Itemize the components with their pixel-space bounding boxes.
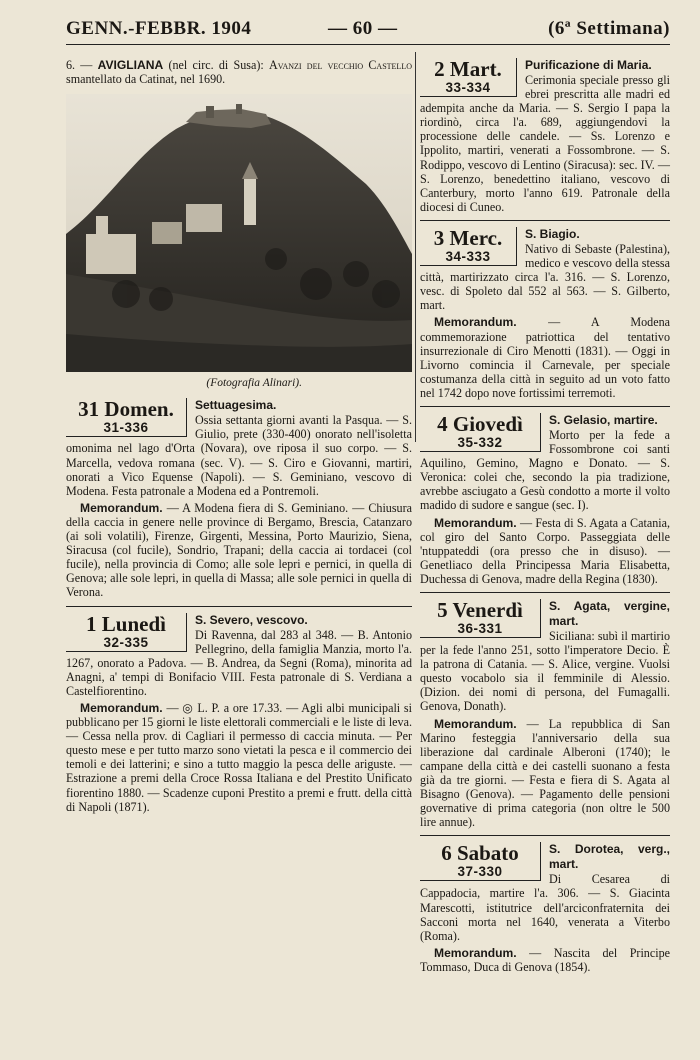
figure-title-rest: (nel circ. di Susa): <box>168 58 264 72</box>
day-entry-6 <box>420 835 670 974</box>
figure-title: AVIGLIANA <box>97 58 164 72</box>
castle-photo-illustration <box>66 94 412 372</box>
day-entry-1 <box>66 606 412 814</box>
day-title: S. Biagio. <box>525 226 580 241</box>
day-numbers: 32-335 <box>103 634 149 650</box>
page-header <box>66 16 670 45</box>
memorandum-text: — A Modena commemorazione patriottica del tentativo insurrezionale di Ciro Menotti (1831). — Oggi in Livorno comincia il Carnevale, per speciale costumanza della città in seguito ad un voto fatto nel 1742 dopo nove fortissimi terremoti. <box>420 315 670 400</box>
figure-description: smantellato da Catinat, nel 1690. <box>66 72 226 87</box>
date-box <box>66 398 187 437</box>
memorandum-label: Memorandum. <box>434 315 517 330</box>
memorandum <box>66 701 412 814</box>
day-numbers: 36-331 <box>457 621 503 636</box>
day-entry-31 <box>66 398 412 599</box>
memorandum <box>420 946 670 974</box>
day-label: 31 Domen. <box>78 397 174 422</box>
day-text: Nativo di Sebaste (Palestina), medico e vescovo della stessa città, martirizzato circa l'a. 316. — S. Lorenzo, vesc. di Spoleto dal 552 al 563. — S. Gilberto, mart. <box>420 241 670 313</box>
castle-photograph <box>66 94 412 372</box>
photo-credit: (Fotografia Alinari). <box>206 377 302 390</box>
day-title: Settuagesima. <box>195 398 277 413</box>
day-title: S. Gelasio, martire. <box>549 412 658 427</box>
day-entry-2 <box>420 58 670 214</box>
day-text: Ossia settanta giorni avanti la Pasqua. — S. Giulio, prete (330-400) onorato nell'isoletta omonima nel lago d'Orta (Novara), ove riposa il suo corpo. — S. Marcella, vedova romana (sec. V). — S. Ciro e Giovanni, martiri, onorati a Vico Equense (Napoli). — S. Geminiano, vescovo di Modena. Festa patronale a Modena ed a Pontremoli. <box>66 413 412 498</box>
day-numbers: 31-336 <box>103 420 149 436</box>
date-box <box>420 58 517 97</box>
memorandum <box>420 717 670 830</box>
day-entry-5 <box>420 592 670 829</box>
memorandum-text: — Nascita del Principe Tommaso, Duca di Genova (1854). <box>420 945 670 974</box>
memorandum-label: Memorandum. <box>434 945 517 960</box>
date-box <box>420 599 541 638</box>
day-text: Siciliana: subì il martirio per la fede l'anno 251, sotto l'imperatore Decio. È la patrona di Catania. — S. Alice, vergine. Vuolsi questo vocabolo sia il femminile di Alessio. (Dizion. dei nomi di persona, del Fumagalli. Genova, Donath). <box>420 629 670 714</box>
date-box <box>66 613 187 652</box>
day-numbers: 34-333 <box>445 248 491 264</box>
day-title: Purificazione di Maria. <box>525 58 652 72</box>
memorandum-text: — La repubblica di San Marino festeggia l'anniversario della sua liberazione dal cardinale Alberoni (1740); le campane della città e dei castelli suonano a festa già da tre giorni. — Festa e fiera di S. Agata al Bisagno (Genova). — Pagamento delle pensioni governative di prima categoria (non oltre le 500 lire annue). <box>420 716 670 830</box>
day-label: 1 Lunedì <box>86 611 166 636</box>
day-text: Di Ravenna, dal 283 al 348. — B. Antonio Pellegrino, della famiglia Manzia, morto l'a. 1267, onorato a Padova. — B. Andrea, da Segni (Roma), minorita ad Anagni, a' tempi di Bonifacio VIII. Festa patronale di S. Verdiana a Castelfiorentino. <box>66 627 412 698</box>
memorandum <box>420 516 670 586</box>
column-divider <box>415 52 416 442</box>
page-number: — 60 — <box>328 18 398 39</box>
day-text: Cerimonia speciale presso gli ebrei prescritta alle madri ed adempita anche da Maria. — S. Sergio I papa la riordinò, circa l'a. 689, aggiungendovi la processione delle candele. — Ss. Lorenzo e Ippolito, martiri, venerati a Fossombrone. — S. Rodippo, vescovo di Lentino (Siracusa): sec. IV. — S. Lorenzo, benedettino italiano, vescovo di Canterbury, morto l'anno 619. Patronale della diocesi di Cuneo. <box>420 73 670 214</box>
day-entry-4 <box>420 406 670 586</box>
date-box <box>420 227 517 266</box>
memorandum-label: Memorandum. <box>80 700 163 715</box>
right-column <box>420 58 670 974</box>
memorandum-label: Memorandum. <box>434 515 517 530</box>
memorandum <box>66 501 412 600</box>
memorandum-text: — A Modena fiera di S. Geminiano. — Chiusura della caccia in genere nelle province di Bergamo, Brescia, Catanzaro (ai soli volatili), Firenze, Girgenti, Messina, Porto Maurizio, Siena, Siracusa (col fucile), Sondrio, Trapani; della caccia ai tordacei (col fucile), nella provincia di Como; alle sole lepri e pernici, in quella di Genova; alle sole lepri, in quella di Massa; alle sole pernici in quella di Verona. <box>66 500 412 600</box>
day-title: S. Severo, vescovo. <box>195 612 308 627</box>
day-title: S. Agata, vergine, mart. <box>549 599 670 628</box>
left-column <box>66 58 412 814</box>
day-text: Di Cesarea di Cappadocia, martire l'a. 306. — S. Giacinta Marescotti, istitutrice dell'arciconfraternita dei Sacconi morta nel 1640, venerata a Viterbo (Roma). <box>420 872 670 943</box>
day-title: S. Dorotea, verg., mart. <box>549 842 670 872</box>
memorandum-text: — Festa di S. Agata a Catania, col giro del Santo Corpo. Passeggiata delle 'ntuppateddi (ora presso che in disuso). — Genetliaco della Principessa Maria Elisabetta, Duchessa di Genova, madre della Regina (1830). <box>420 515 670 586</box>
memorandum <box>420 315 670 400</box>
header-date-range: GENN.-FEBBR. 1904 <box>66 18 252 39</box>
day-label: 2 Mart. <box>434 57 502 81</box>
memorandum-label: Memorandum. <box>80 500 163 515</box>
day-label: 4 Giovedì <box>437 411 523 436</box>
day-numbers: 37-330 <box>457 864 503 880</box>
day-label: 6 Sabato <box>441 841 519 866</box>
day-label: 3 Merc. <box>433 225 503 250</box>
day-text: Morto per la fede a Fossombrone coi santi Aquilino, Gemino, Magno e Donato. — S. Veronica: colei che, secondo la pia tradizione, avrebbe asciugato a Gesù condotto a morte il volto madido di sudore e sangue (sec. I). <box>420 427 670 513</box>
figure-number: 6. <box>66 58 76 72</box>
figure-subject: Avanzi del vecchio Castello <box>269 58 412 72</box>
date-box <box>420 413 541 452</box>
day-numbers: 35-332 <box>457 434 503 450</box>
day-label: 5 Venerdì <box>437 598 523 622</box>
date-box <box>420 842 541 881</box>
day-entry-3 <box>420 220 670 400</box>
day-numbers: 33-334 <box>445 80 491 95</box>
header-week: (6ª Settimana) <box>548 18 670 39</box>
figure-caption: 6. — AVIGLIANA (nel circ. di Susa): Avanzi del vecchio Castello smantellato da Catinat, nel 1690. <box>66 58 412 87</box>
memorandum-label: Memorandum. <box>434 716 517 731</box>
memorandum-text: — ◎ L. P. a ore 17.33. — Agli albi municipali si pubblicano per 15 giorni le liste elettorali commerciali e le liste di leva. — Cessa nella prov. di Cagliari il permesso di caccia minuta. — Per questo mese e per tutto marzo sono vietati la pesca e il commercio dei temoli e dei latterini; e sino a tutto maggio la pesca delle ariguste. — Estrazione a premi della Croce Rossa Italiana e del Prestito Unificato fiorentino 1880. — Scadenze cuponi Prestito a premi e frutt. della città di Napoli (1871). <box>66 700 412 814</box>
